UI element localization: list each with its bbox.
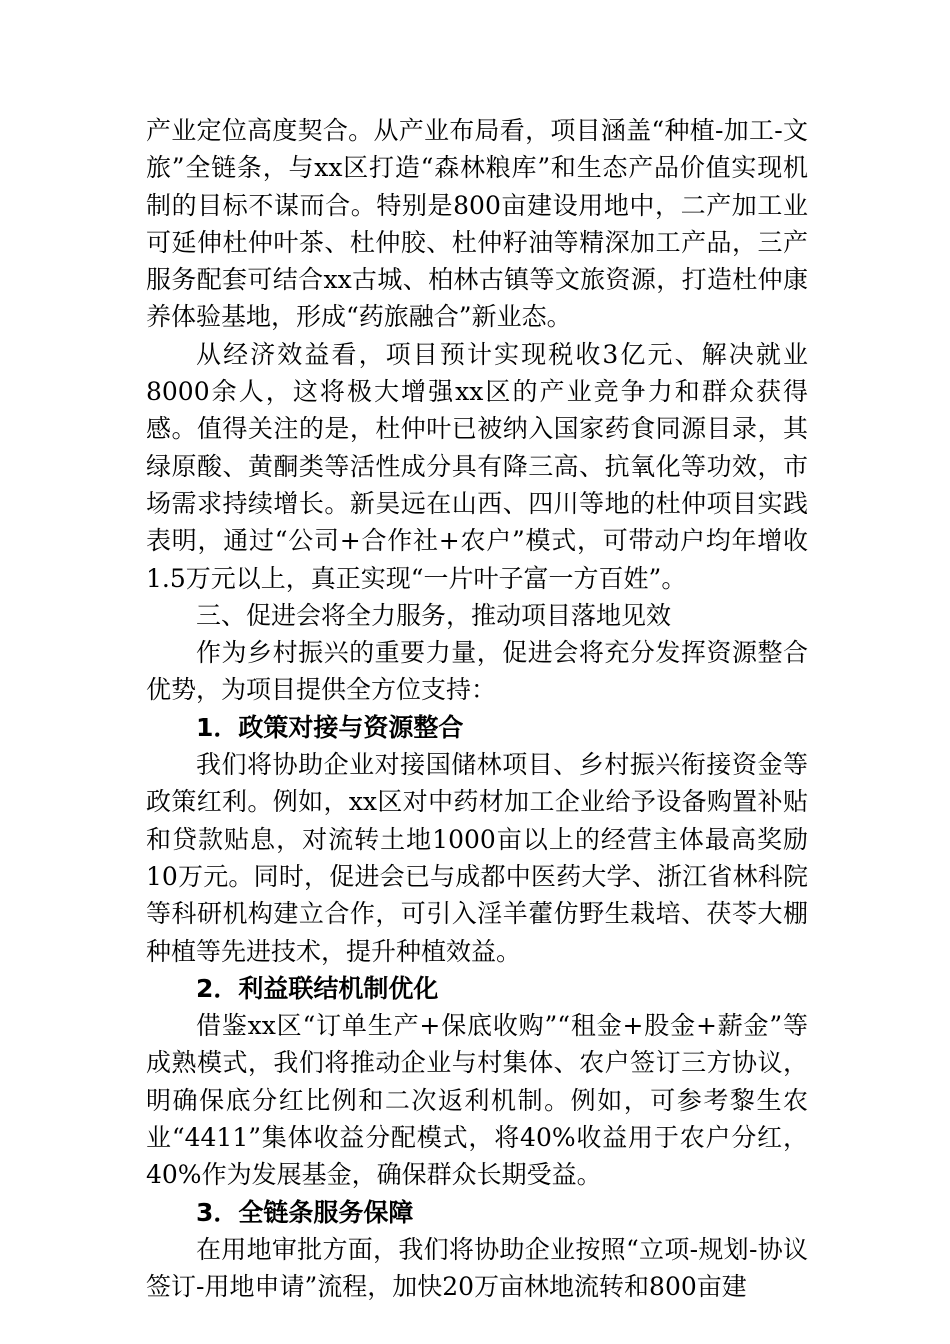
subheading-benefit-linkage: 2．利益联结机制优化 bbox=[196, 973, 439, 1003]
subheading-policy-docking: 1．政策对接与资源整合 bbox=[196, 712, 464, 742]
section-heading-3: 三、促进会将全力服务，推动项目落地见效 bbox=[196, 600, 672, 630]
document-body bbox=[146, 112, 808, 1306]
subheading-full-chain-service: 3．全链条服务保障 bbox=[196, 1197, 414, 1227]
paragraph-benefit-linkage: 借鉴xx区“订单生产+保底收购”“租金+股金+薪金”等成熟模式，我们将推动企业与村集体、农户签订三方协议，明确保底分红比例和二次返利机制。例如，可参考黎生农业“4411”集体收益分配模式，将40%收益用于农户分红，40%作为发展基金，确保群众长期受益。 bbox=[146, 1011, 808, 1190]
paragraph-industry-positioning: 产业定位高度契合。从产业布局看，项目涵盖“种植-加工-文旅”全链条，与xx区打造“森林粮库”和生态产品价值实现机制的目标不谋而合。特别是800亩建设用地中，二产加工业可延伸杜仲叶茶、杜仲胶、杜仲籽油等精深加工产品，三产服务配套可结合xx古城、柏林古镇等文旅资源，打造杜仲康养体验基地，形成“药旅融合”新业态。 bbox=[146, 116, 808, 332]
paragraph-policy-docking: 我们将协助企业对接国储林项目、乡村振兴衔接资金等政策红利。例如，xx区对中药材加工企业给予设备购置补贴和贷款贴息，对流转土地1000亩以上的经营主体最高奖励10万元。同时，促进会已与成都中医药大学、浙江省林科院等科研机构建立合作，可引入淫羊藿仿野生栽培、茯苓大棚种植等先进技术，提升种植效益。 bbox=[146, 750, 808, 966]
paragraph-economic-benefits: 从经济效益看，项目预计实现税收3亿元、解决就业8000余人，这将极大增强xx区的产业竞争力和群众获得感。值得关注的是，杜仲叶已被纳入国家药食同源目录，其绿原酸、黄酮类等活性成分具有降三高、抗氧化等功效，市场需求持续增长。新昊远在山西、四川等地的杜仲项目实践表明，通过“公司+合作社+农户”模式，可带动户均年增收1.5万元以上，真正实现“一片叶子富一方百姓”。 bbox=[146, 339, 808, 593]
paragraph-full-chain-service: 在用地审批方面，我们将协助企业按照“立项-规划-协议签订-用地申请”流程，加快20万亩林地流转和800亩建 bbox=[146, 1234, 808, 1302]
paragraph-promotion-support: 作为乡村振兴的重要力量，促进会将充分发挥资源整合优势，为项目提供全方位支持： bbox=[146, 638, 808, 705]
